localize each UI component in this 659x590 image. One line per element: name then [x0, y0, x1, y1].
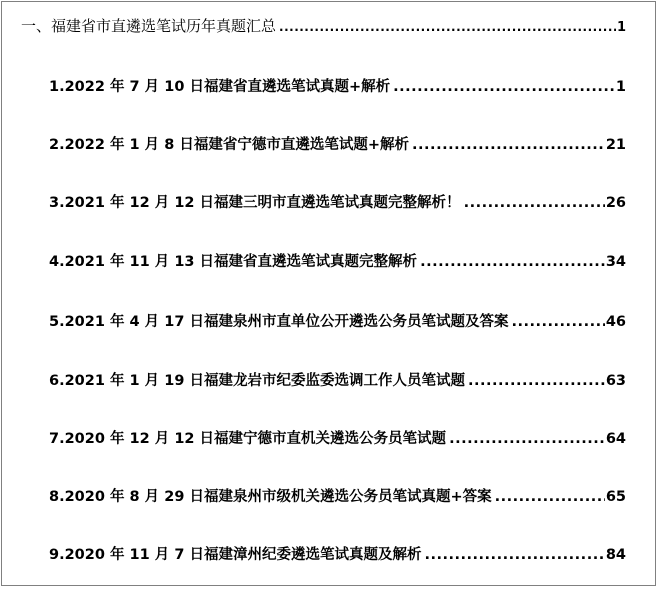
toc-entry[interactable]: [49, 430, 626, 448]
toc-dot-leader: [393, 78, 615, 96]
toc-page-number: 1: [615, 79, 626, 95]
toc-page-number: 1: [616, 20, 626, 35]
toc-dot-leader: [511, 313, 604, 331]
toc-entry-title: 8.2020 年 8 月 29 日福建泉州市级机关遴选公务员笔试真题+答案: [49, 489, 492, 505]
toc-dot-leader: [412, 136, 605, 154]
toc-entry-title: 7.2020 年 12 月 12 日福建宁德市直机关遴选公务员笔试题: [49, 431, 447, 447]
toc-dot-leader: [464, 194, 605, 212]
toc-entry-title: 4.2021 年 11 月 13 日福建省直遴选笔试真题完整解析: [49, 254, 418, 270]
toc-entry-title: 9.2020 年 11 月 7 日福建漳州纪委遴选笔试真题及解析: [49, 547, 422, 563]
toc-dot-leader: [424, 546, 604, 564]
toc-page-number: 21: [605, 137, 626, 153]
toc-dot-leader: [449, 430, 605, 448]
toc-page-number: 65: [605, 489, 626, 505]
toc-page-number: 84: [605, 547, 626, 563]
toc-entry-title: 5.2021 年 4 月 17 日福建泉州市直单位公开遴选公务员笔试题及答案: [49, 314, 509, 330]
toc-heading-entry[interactable]: [21, 17, 626, 37]
document-page: [1, 1, 656, 586]
toc-page-number: 26: [605, 195, 626, 211]
toc-entry[interactable]: [49, 194, 626, 212]
toc-entry-title: 6.2021 年 1 月 19 日福建龙岩市纪委监委选调工作人员笔试题: [49, 373, 465, 389]
table-of-contents: [2, 2, 655, 585]
toc-page-number: 64: [605, 431, 626, 447]
toc-dot-leader: [279, 18, 616, 36]
toc-entry[interactable]: [49, 78, 626, 96]
toc-entry[interactable]: [49, 372, 626, 390]
toc-dot-leader: [420, 253, 605, 271]
toc-page-number: 63: [605, 373, 626, 389]
toc-dot-leader: [468, 372, 605, 390]
toc-entry-title: 3.2021 年 12 月 12 日福建三明市直遴选笔试真题完整解析！: [49, 195, 461, 211]
toc-entry[interactable]: [49, 136, 626, 154]
toc-heading-title: 一、福建省市直遴选笔试历年真题汇总: [21, 17, 277, 35]
toc-page-number: 46: [605, 314, 626, 330]
toc-entry-title: 1.2022 年 7 月 10 日福建省直遴选笔试真题+解析: [49, 79, 391, 95]
toc-entry-title: 2.2022 年 1 月 8 日福建省宁德市直遴选笔试题+解析: [49, 137, 410, 153]
toc-entry[interactable]: [49, 546, 626, 564]
toc-page-number: 34: [605, 254, 626, 270]
toc-entry[interactable]: [49, 253, 626, 271]
toc-entry[interactable]: [49, 488, 626, 506]
toc-dot-leader: [495, 488, 605, 506]
toc-entry[interactable]: [49, 313, 626, 331]
